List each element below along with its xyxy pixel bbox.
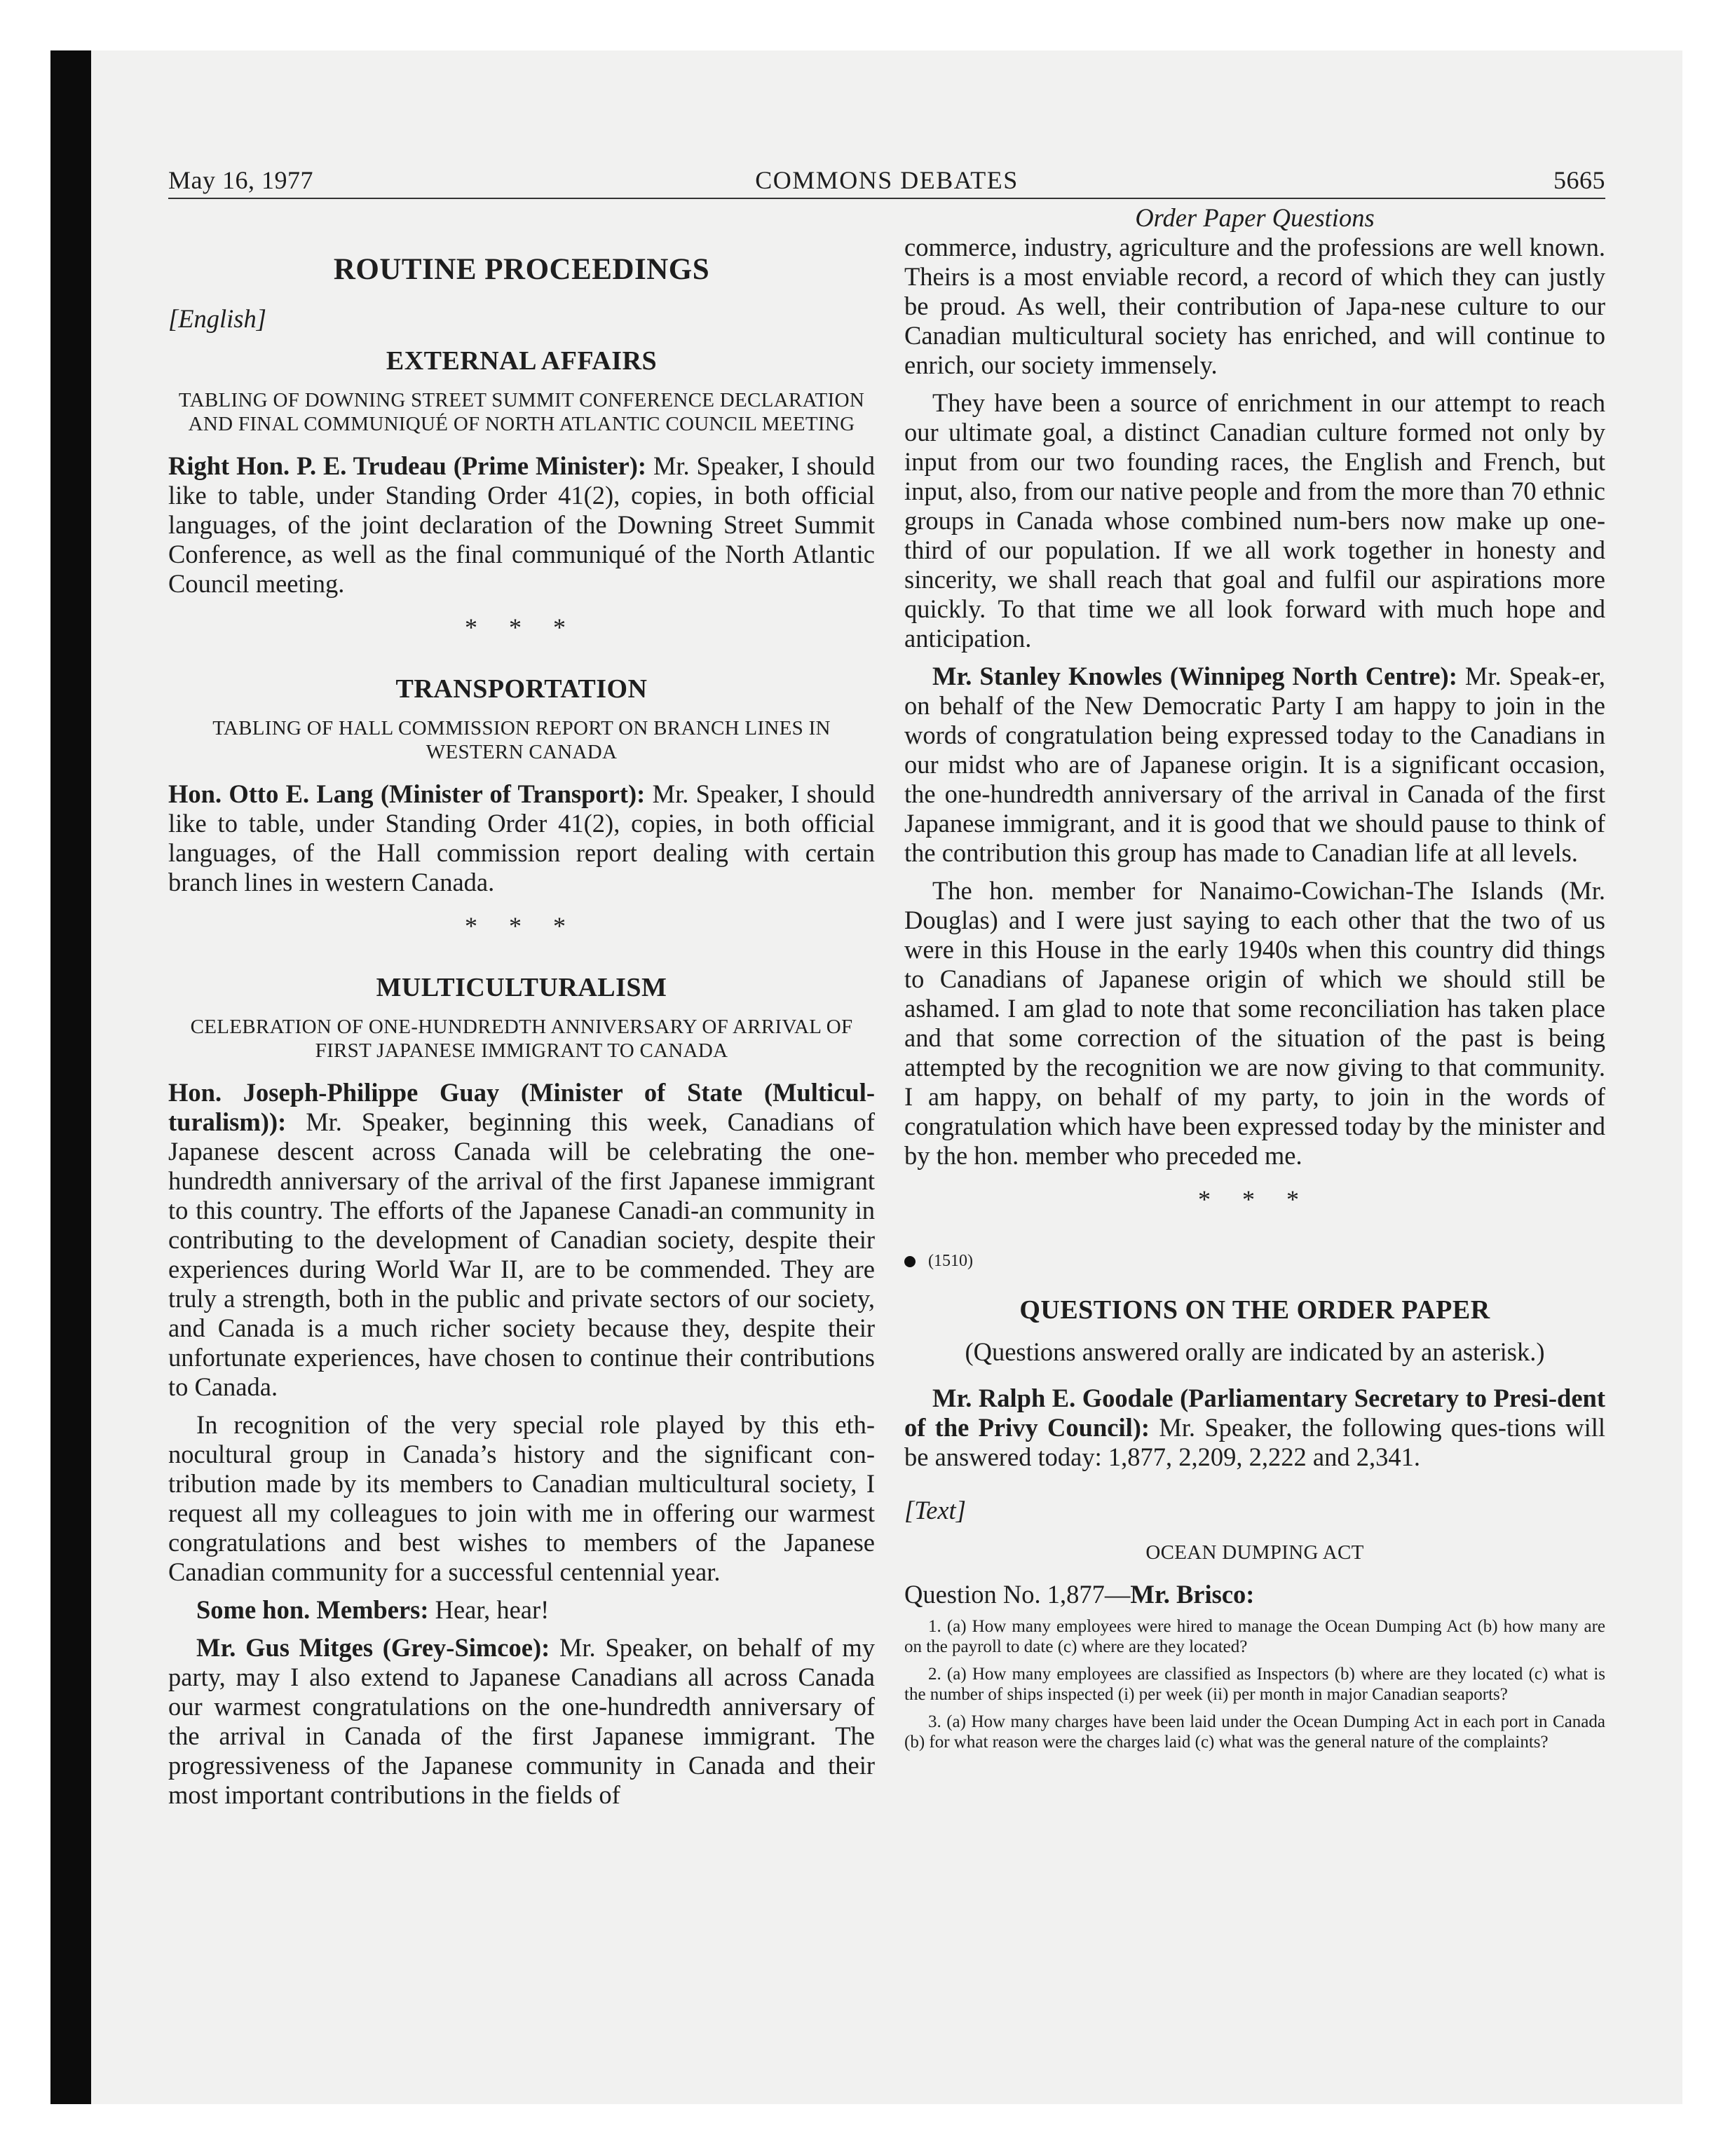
speech-text: Hear, hear! xyxy=(435,1595,550,1624)
heading-transportation: TRANSPORTATION xyxy=(395,674,648,704)
paragraph-knowles xyxy=(904,662,1605,868)
section-separator: * * * xyxy=(1198,1185,1312,1213)
section-separator: * * * xyxy=(465,912,578,940)
header-page-number: 5665 xyxy=(1553,166,1605,194)
paragraph-enrichment: They have been a source of enrichment in our attempt to reach our ultimate goal, a distinct Canadian culture formed not only by input from our two founding races, the English and French, but input, also, from our native people and from the more than 70 ethnic groups in Canada whose combined num-bers now make up one-third of our population. If we all work together in honesty and sincerity, we shall reach that goal and fulfil our aspirations more quickly. To that time we all look forward with much hope and anticipation. xyxy=(904,388,1605,653)
header-date: May 16, 1977 xyxy=(168,166,313,194)
speech-text: Mr. Speaker, I should like to table, under Standing Order 41(2), copies, in both official languages, of the Hall commission report dealing with certain branch lines in western Canada. xyxy=(168,779,876,896)
question-title xyxy=(904,1580,1605,1609)
header-title: COMMONS DEBATES xyxy=(755,166,1019,194)
speaker-name: Mr. Stanley Knowles (Winnipeg North Centre): xyxy=(932,662,1457,690)
question-asker: Mr. Brisco: xyxy=(1130,1580,1255,1609)
subheading-transportation: TABLING OF HALL COMMISSION REPORT ON BRANCH LINES IN WESTERN CANADA xyxy=(212,717,831,763)
paragraph-guay xyxy=(168,1078,875,1402)
section-separator: * * * xyxy=(465,613,578,641)
question-number: Question No. 1,877— xyxy=(904,1580,1131,1609)
subheading-multiculturalism: CELEBRATION OF ONE-HUNDREDTH ANNIVERSARY OF ARRIVAL OF FIRST JAPANESE IMMIGRANT TO CANADA xyxy=(190,1016,853,1062)
question-item: 2. (a) How many employees are classified as Inspectors (b) where are they located (c) what is the number of ships inspected (i) per week (ii) per month in major Canadian seaports? xyxy=(904,1665,1605,1704)
left-column xyxy=(168,203,875,1818)
speaker-name: Hon. Joseph-Philippe Guay (Minister of State (Multicul-turalism)): xyxy=(168,1078,875,1136)
question-item: 3. (a) How many charges have been laid under the Ocean Dumping Act in each port in Canada (b) for what reason were the charges laid (c) what was the general nature of the complaints? xyxy=(904,1712,1605,1752)
right-column xyxy=(904,203,1605,1759)
running-head: Order Paper Questions xyxy=(1135,203,1375,232)
paragraph-goodale xyxy=(904,1384,1605,1472)
time-mark xyxy=(904,1246,1605,1276)
speaker-name: Hon. Otto E. Lang (Minister of Transport): xyxy=(168,779,646,808)
bullet-dot-icon xyxy=(904,1256,916,1267)
questions-note: (Questions answered orally are indicated by an asterisk.) xyxy=(965,1337,1545,1366)
speech-text: Mr. Speaker, beginning this week, Canadians of Japanese descent across Canada will be celebrating the one-hundredth anniversary of the arrival of the first Japanese immigrant to this country. The efforts of the Japanese Canadi-an community in contributing to the development of Canadian society, despite their experiences during World War II, are to be commended. They are truly a strength, both in the public and private sectors of our society, and Canada is a much richer society because they, despite their unfortunate experiences, have chosen to continue their contributions to Canada. xyxy=(168,1107,876,1401)
language-tag: [English] xyxy=(168,304,266,333)
paragraph-members xyxy=(168,1595,875,1625)
paragraph-trudeau xyxy=(168,451,875,599)
scan-border xyxy=(50,50,91,2104)
heading-external-affairs: EXTERNAL AFFAIRS xyxy=(386,346,658,376)
text-tag: [Text] xyxy=(904,1496,966,1524)
paragraph-knowles-2: The hon. member for Nanaimo-Cowichan-The Islands (Mr. Douglas) and I were just saying to each other that the two of us were in this House in the early 1940s when this country did things to Canadians of Japanese origin of which we should still be ashamed. I am glad to note that some reconciliation has taken place and that some correction of the situation of the past is being attempted by the recognition we are now giving to that community. I am happy, on behalf of my party, to join in the words of congratulation which have been expressed today by the minister and by the hon. member who preceded me. xyxy=(904,876,1605,1170)
speech-text: Mr. Speak-er, on behalf of the New Democratic Party I am happy to join in the words of congratulation being expressed today to the Canadians in our midst who are of Japanese origin. It is a significant occasion, the one-hundredth anniversary of the arrival in Canada of the first Japanese immigrant, and it is good that we should pause to think of the contribution this group has made to Canadian life at all levels. xyxy=(904,662,1605,867)
paragraph-mitges xyxy=(168,1633,875,1810)
paragraph-guay-2: In recognition of the very special role played by this eth-nocultural group in Canada’s history and the significant con-tribution made by its members to Canadian multicultural society, I request all my colleagues to join with me in offering our warmest congratulations and best wishes to members of the Japanese Canadian community for a successful centennial year. xyxy=(168,1410,875,1586)
subheading-external-affairs: TABLING OF DOWNING STREET SUMMIT CONFERENCE DECLARATION AND FINAL COMMUNIQUÉ OF NORTH ATLANTIC COUNCIL MEETING xyxy=(178,389,865,435)
question-item: 1. (a) How many employees were hired to manage the Ocean Dumping Act (b) how many are on the payroll to date (c) where are they located? xyxy=(904,1617,1605,1656)
paragraph-lang xyxy=(168,779,875,897)
speech-text: Mr. Speaker, the following ques-tions will be answered today: 1,877, 2,209, 2,222 and 2,341. xyxy=(904,1413,1605,1471)
header-rule xyxy=(168,198,1605,199)
heading-questions: QUESTIONS ON THE ORDER PAPER xyxy=(1019,1295,1490,1325)
time-label: (1510) xyxy=(928,1252,973,1270)
heading-ocean-dumping-act: OCEAN DUMPING ACT xyxy=(1145,1541,1364,1564)
speech-text: Mr. Speaker, I should like to table, under Standing Order 41(2), copies, in both official languages, of the joint declaration of the Downing Street Summit Conference, as well as the final communiqué of the North Atlantic Council meeting. xyxy=(168,451,875,598)
speech-text: Mr. Speaker, on behalf of my party, may I also extend to Japanese Canadians all across Canada our warmest congratulations on the one-hundredth anniversary of the arrival in Canada of the first Japanese immigrant. The progressiveness of the Japanese community in Canada and their most important contributions in the fields of xyxy=(168,1633,876,1809)
speaker-name: Mr. Gus Mitges (Grey-Simcoe): xyxy=(196,1633,550,1662)
speaker-name: Right Hon. P. E. Trudeau (Prime Minister): xyxy=(168,451,647,480)
speaker-name: Some hon. Members: xyxy=(196,1595,429,1624)
section-title: ROUTINE PROCEEDINGS xyxy=(333,253,710,286)
speaker-name: Mr. Ralph E. Goodale (Parliamentary Secretary to Presi-dent of the Privy Council): xyxy=(904,1384,1605,1442)
paragraph-continued: commerce, industry, agriculture and the professions are well known. Theirs is a most enviable record, a record of which they can justly be proud. As well, their contribution of Japa-nese culture to our Canadian multicultural society has enriched, and will continue to enrich, our society immensely. xyxy=(904,233,1605,379)
heading-multiculturalism: MULTICULTURALISM xyxy=(376,973,667,1002)
page-header xyxy=(168,160,1605,200)
